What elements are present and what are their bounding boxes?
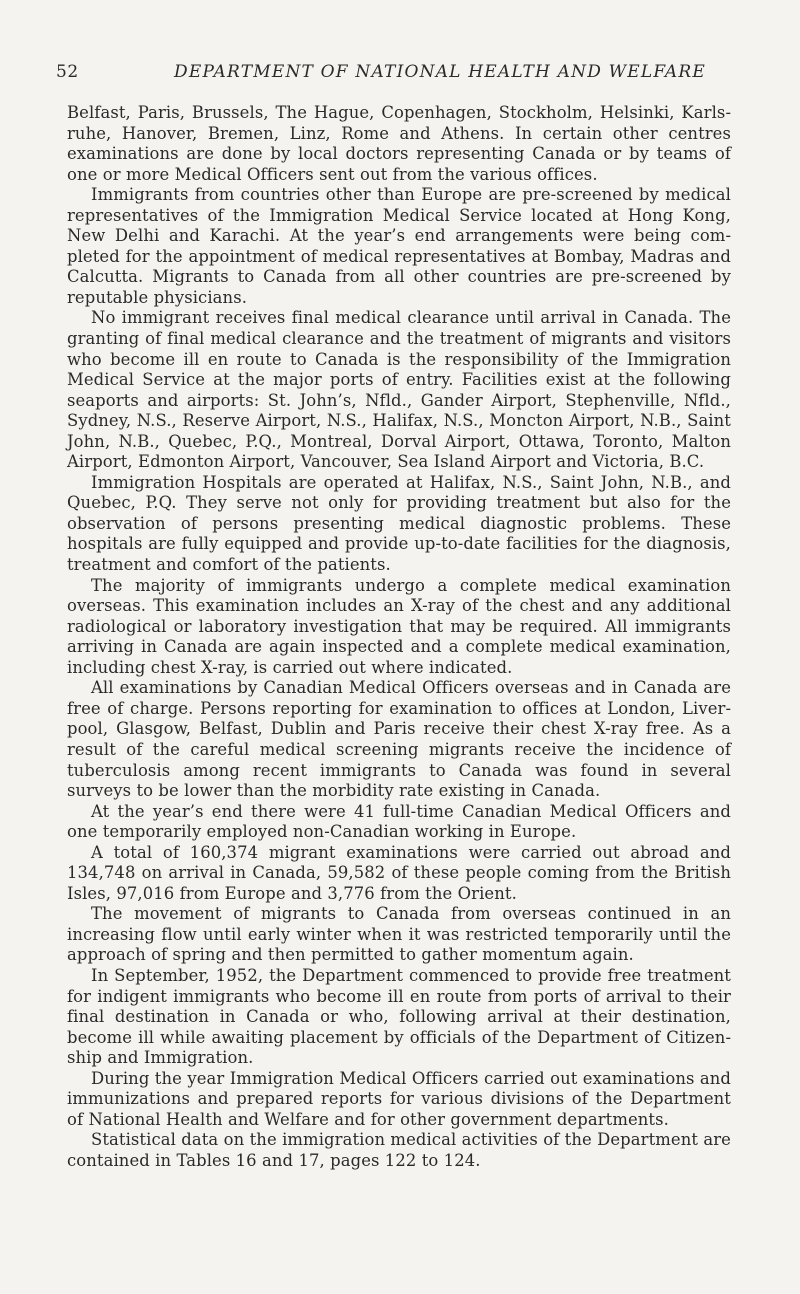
paragraph-final-clearance: No immigrant receives final medical clearance until arrival in Canada. The granting of final medical clearance and the treatment of migrants and visitors who become ill en route to Canada is the responsibility of the Immigration Medical Service at the major ports of entry. Facilities exist at the following seaports and airports: St. John’s, Nfld., Gander Airport, Stephenville, Nfld., Sydney, N.S., Reserve Airport, N.S., Halifax, N.S., Moncton Airport, N.B., Saint John, N.B., Quebec, P.Q., Montreal, Dorval Airport, Ottawa, Toronto, Malton Airport, Edmonton Airport, Vancouver, Sea Island Airport and Victoria, B.C. <box>67 308 731 472</box>
paragraph-statistics: Statistical data on the immigration medical activities of the Department are contained in Tables 16 and 17, pages 122 to 124. <box>67 1130 731 1170</box>
paragraph-officers: At the year’s end there were 41 full-time Canadian Medical Officers and one temporarily employed non-Canadian working in Europe. <box>67 801 731 842</box>
paragraph-immunizations: During the year Immigration Medical Officers carried out examinations and immunizations and prepared reports for various divisions of the Department of National Health and Welfare and for other government departments. <box>67 1068 731 1129</box>
paragraph-examination: The majority of immigrants undergo a complete medical examination overseas. This examination includes an X-ray of the chest and any additional radiological or laboratory investigation that may be required. All immigrants arriving in Canada are again inspected and a complete medical examination, including chest X-ray, is carried out where indicated. <box>67 575 731 677</box>
running-title: DEPARTMENT OF NATIONAL HEALTH AND WELFARE <box>174 62 707 82</box>
page-header <box>56 62 707 86</box>
paragraph-totals: A total of 160,374 migrant examinations were carried out abroad and 134,748 on arrival in Canada, 59,582 of these people coming from the British Isles, 97,016 from Europe and 3,776 from the Orient. <box>67 842 731 903</box>
paragraph-free-of-charge: All examinations by Canadian Medical Officers overseas and in Canada are free of charge. Persons reporting for examination to offices at London, Liverpool, Glasgow, Belfast, Dublin and Paris receive their chest X-ray free. As a result of the careful medical screening migrants receive the incidence of tuberculosis among recent immigrants to Canada was found in several surveys to be lower than the morbidity rate existing in Canada. <box>67 678 731 801</box>
paragraph-hospitals: Immigration Hospitals are operated at Halifax, N.S., Saint John, N.B., and Quebec, P.Q. They serve not only for providing treatment but also for the observation of persons presenting medical diagnostic problems. These hospitals are fully equipped and provide up-to-date facilities for the diagnosis, treatment and comfort of the patients. <box>67 472 731 575</box>
page-number: 52 <box>56 62 79 82</box>
paragraph-pre-screening: Immigrants from countries other than Europe are pre-screened by medical representatives of the Immigration Medical Service located at Hong Kong, New Delhi and Karachi. At the year’s end arrangements were being completed for the appointment of medical representatives at Bombay, Madras and Calcutta. Migrants to Canada from all other countries are pre-screened by reputable physicians. <box>67 185 731 307</box>
paragraph-continuation: Belfast, Paris, Brussels, The Hague, Copenhagen, Stockholm, Helsinki, Karlsruhe, Hanover, Bremen, Linz, Rome and Athens. In certain other centres examinations are done by local doctors representing Canada or by teams of one or more Medical Officers sent out from the various offices. <box>67 103 731 184</box>
paragraph-movement: The movement of migrants to Canada from overseas continued in an increasing flow until early winter when it was restricted temporarily until the approach of spring and then permitted to gather momentum again. <box>67 904 731 965</box>
body-text <box>67 103 731 1171</box>
paragraph-treatment: In September, 1952, the Department commenced to provide free treatment for indigent immigrants who become ill en route from ports of arrival to their final destination in Canada or who, following arrival at their destination, become ill while awaiting placement by officials of the Department of Citizenship and Immigration. <box>67 965 731 1068</box>
